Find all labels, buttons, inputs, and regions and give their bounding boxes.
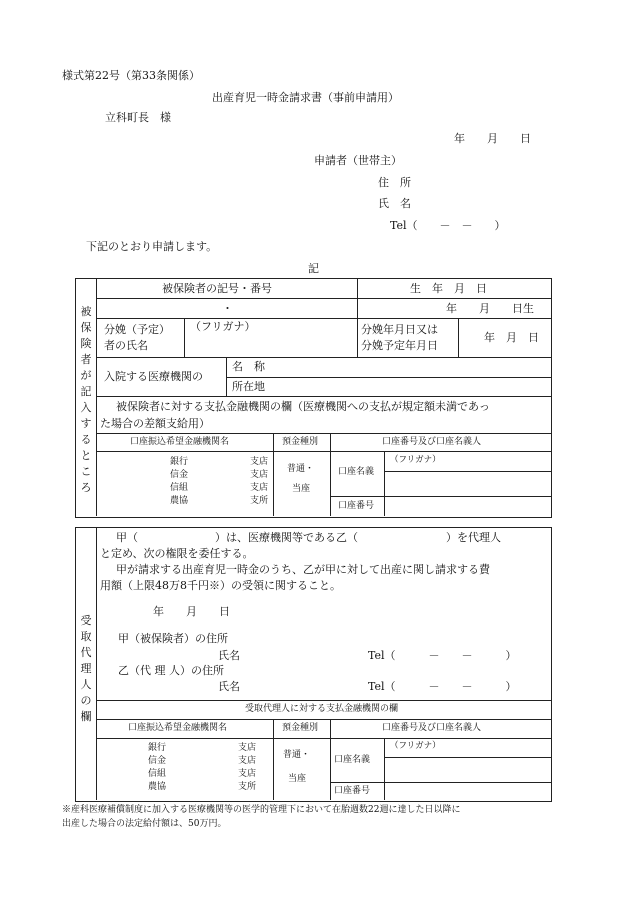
birth-date-label: 生 年 月 日 xyxy=(410,282,487,295)
ko-name-label: 氏名 xyxy=(218,649,240,662)
tel-label: Tel（ － － ） xyxy=(390,219,506,232)
account-number-label: 口座番号 xyxy=(338,501,375,511)
bank-type: 銀行 xyxy=(170,457,189,467)
furigana-label: （フリガナ） xyxy=(190,320,256,333)
col-deposit-type: 預金種別 xyxy=(282,723,319,733)
account-name-label: 口座名義 xyxy=(338,467,375,477)
col-bank-name: 口座振込希望金融機関名 xyxy=(130,437,230,447)
account-name-label: 口座名義 xyxy=(334,755,371,765)
ko-tel-label: Tel（ － － ） xyxy=(368,649,517,662)
proxy-side-label: 受 取 代 理 人 の 欄 xyxy=(80,614,92,723)
footnote-line-1: ※産科医療補償制度に加入する医療機関等の医学的管理下において在胎週数22週に達した日以降に xyxy=(62,805,461,815)
insured-number-dot: ・ xyxy=(222,302,233,315)
addressee: 立科町長 様 xyxy=(105,111,171,124)
applicant-label: 申請者（世帯主） xyxy=(314,154,402,167)
delivery-name-label-2: 者の氏名 xyxy=(104,339,148,352)
hospital-label: 入院する医療機関の xyxy=(104,370,203,383)
proxy-date: 年 月 日 xyxy=(153,605,230,618)
branch-type: 支所 xyxy=(238,782,257,792)
branch-type: 支店 xyxy=(238,769,257,779)
address-label: 住 所 xyxy=(378,176,411,189)
delivery-date-label-2: 分娩予定年月日 xyxy=(361,339,438,352)
branch-type: 支所 xyxy=(250,496,269,506)
proxy-para-2-line-2: 用額（上限48万8千円※）の受領に関すること。 xyxy=(100,579,341,592)
proxy-bank-header: 受取代理人に対する支払金融機関の欄 xyxy=(245,704,399,714)
deposit-type-2: 当座 xyxy=(292,484,311,494)
col-deposit-type: 預金種別 xyxy=(282,437,319,447)
proxy-para-1-line-2: と定め、次の権限を委任する。 xyxy=(100,547,254,560)
branch-type: 支店 xyxy=(238,756,257,766)
hospital-address-label: 所在地 xyxy=(232,380,265,393)
otsu-name-label: 氏名 xyxy=(218,680,240,693)
bank-type: 農協 xyxy=(148,782,167,792)
branch-type: 支店 xyxy=(238,743,257,753)
footnote-line-2: 出産した場合の法定給付額は、50万円。 xyxy=(62,819,227,829)
account-furigana-label: （フリガナ） xyxy=(390,741,441,751)
branch-type: 支店 xyxy=(250,470,269,480)
col-bank-name: 口座振込希望金融機関名 xyxy=(128,723,228,733)
insured-number-label: 被保険者の記号・番号 xyxy=(162,282,272,295)
bank-type: 農協 xyxy=(170,496,189,506)
insured-side-label: 被 保 険 者 が 記 入 す る と こ ろ xyxy=(80,305,92,494)
bank-type: 信組 xyxy=(148,769,167,779)
otsu-address-label: 乙（代 理 人）の住所 xyxy=(118,664,224,677)
birth-date-value: 年 月 日生 xyxy=(446,302,534,315)
bank-type: 信組 xyxy=(170,483,189,493)
intro-text: 下記のとおり申請します。 xyxy=(86,240,218,253)
ki-label: 記 xyxy=(308,262,319,275)
bank-note-line-2: た場合の差額支給用） xyxy=(100,417,210,430)
delivery-name-label-1: 分娩（予定） xyxy=(104,323,170,336)
proxy-para-2-line-1: 甲が請求する出産育児一時金のうち、乙が甲に対して出産に関し請求する費 xyxy=(116,563,490,576)
bank-type: 信金 xyxy=(148,756,167,766)
page-title: 出産育児一時金請求書（事前申請用） xyxy=(212,91,399,104)
deposit-type-1: 普通・ xyxy=(287,464,315,474)
name-label: 氏 名 xyxy=(378,197,411,210)
account-number-label: 口座番号 xyxy=(334,786,371,796)
bank-note-line-1: 被保険者に対する支払金融機関の欄（医療機関への支払が規定額未満であっ xyxy=(116,400,490,413)
form-number: 様式第22号（第33条関係） xyxy=(62,69,200,82)
date-line: 年 月 日 xyxy=(454,132,531,145)
proxy-para-1-line-1: 甲（ ）は、医療機関等である乙（ ）を代理人 xyxy=(116,531,501,544)
col-account: 口座番号及び口座名義人 xyxy=(382,723,482,733)
bank-type: 信金 xyxy=(170,470,189,480)
ko-address-label: 甲（被保険者）の住所 xyxy=(118,632,228,645)
hospital-name-label: 名 称 xyxy=(232,360,265,373)
account-furigana-label: （フリガナ） xyxy=(390,455,441,465)
delivery-date-value: 年 月 日 xyxy=(484,331,539,344)
deposit-type-2: 当座 xyxy=(288,774,307,784)
branch-type: 支店 xyxy=(250,483,269,493)
delivery-date-label-1: 分娩年月日又は xyxy=(361,323,438,336)
deposit-type-1: 普通・ xyxy=(283,750,311,760)
branch-type: 支店 xyxy=(250,457,269,467)
bank-type: 銀行 xyxy=(148,743,167,753)
otsu-tel-label: Tel（ － － ） xyxy=(368,680,517,693)
col-account: 口座番号及び口座名義人 xyxy=(382,437,482,447)
